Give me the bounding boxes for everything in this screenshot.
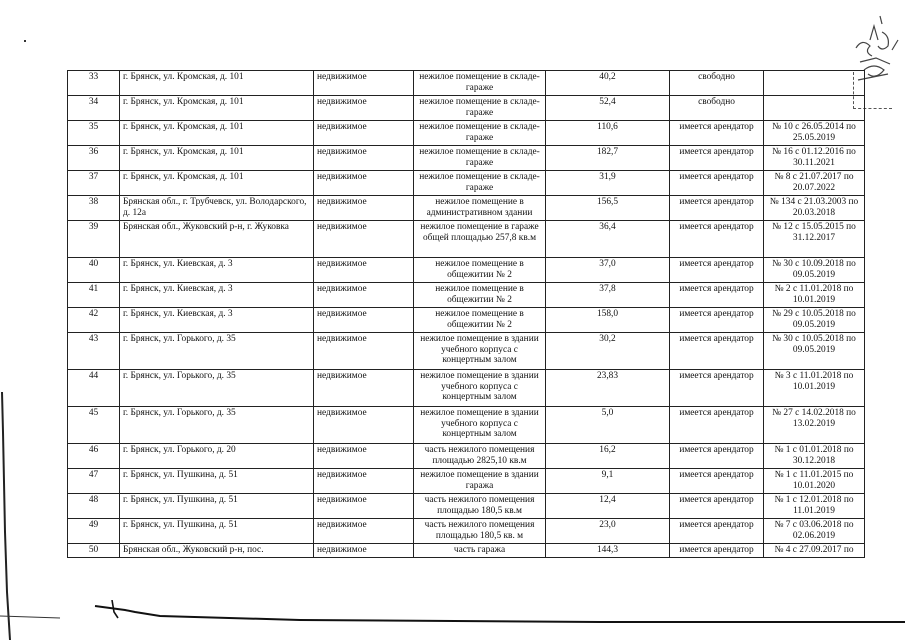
cell-area: 23,0 xyxy=(546,519,670,544)
cell-lease-contract: № 30 с 10.09.2018 по 09.05.2019 xyxy=(764,258,865,283)
cell-property-type: недвижимое xyxy=(314,333,414,370)
cell-area: 37,0 xyxy=(546,258,670,283)
cell-property-type: недвижимое xyxy=(314,171,414,196)
cell-property-type: недвижимое xyxy=(314,146,414,171)
cell-area: 16,2 xyxy=(546,444,670,469)
cell-status: имеется арендатор xyxy=(670,258,764,283)
cell-area: 36,4 xyxy=(546,221,670,258)
cell-area: 52,4 xyxy=(546,96,670,121)
cell-status: имеется арендатор xyxy=(670,370,764,407)
cell-status: имеется арендатор xyxy=(670,171,764,196)
table-row xyxy=(68,283,865,308)
table-row xyxy=(68,96,865,121)
cell-description: часть нежилого помещения площадью 2825,10 кв.м xyxy=(414,444,546,469)
cell-area: 40,2 xyxy=(546,71,670,96)
table-row xyxy=(68,146,865,171)
cell-number: 39 xyxy=(68,221,120,258)
cell-number: 40 xyxy=(68,258,120,283)
cell-number: 44 xyxy=(68,370,120,407)
cell-property-type: недвижимое xyxy=(314,283,414,308)
cell-property-type: недвижимое xyxy=(314,96,414,121)
cell-description: часть нежилого помещения площадью 180,5 кв. м xyxy=(414,519,546,544)
cell-status: имеется арендатор xyxy=(670,146,764,171)
cell-status: имеется арендатор xyxy=(670,469,764,494)
scan-edge-bottom xyxy=(0,600,905,640)
cell-lease-contract xyxy=(764,96,865,121)
cell-status: имеется арендатор xyxy=(670,407,764,444)
table-row xyxy=(68,519,865,544)
cell-address: г. Брянск, ул. Пушкина, д. 51 xyxy=(120,494,314,519)
cell-status: имеется арендатор xyxy=(670,494,764,519)
table-row xyxy=(68,121,865,146)
cell-number: 48 xyxy=(68,494,120,519)
cell-number: 35 xyxy=(68,121,120,146)
cell-description: нежилое помещение в здании учебного корпуса с концертным залом xyxy=(414,407,546,444)
table-row xyxy=(68,71,865,96)
cell-address: г. Брянск, ул. Кромская, д. 101 xyxy=(120,121,314,146)
cell-property-type: недвижимое xyxy=(314,370,414,407)
cell-status: имеется арендатор xyxy=(670,283,764,308)
cell-number: 43 xyxy=(68,333,120,370)
cell-area: 158,0 xyxy=(546,308,670,333)
table-row xyxy=(68,221,865,258)
table-row xyxy=(68,444,865,469)
cell-status: имеется арендатор xyxy=(670,308,764,333)
scan-speck xyxy=(24,40,26,42)
cell-status: имеется арендатор xyxy=(670,196,764,221)
cell-description: нежилое помещение в складе-гараже xyxy=(414,71,546,96)
cell-property-type: недвижимое xyxy=(314,196,414,221)
cell-property-type: недвижимое xyxy=(314,71,414,96)
cell-number: 49 xyxy=(68,519,120,544)
cell-address: Брянская обл., г. Трубчевск, ул. Володарского, д. 12а xyxy=(120,196,314,221)
cell-description: часть гаража xyxy=(414,544,546,558)
table-row xyxy=(68,407,865,444)
cell-description: нежилое помещение в складе-гараже xyxy=(414,96,546,121)
cell-lease-contract: № 7 с 03.06.2018 по 02.06.2019 xyxy=(764,519,865,544)
table-row xyxy=(68,333,865,370)
cell-description: нежилое помещение в общежитии № 2 xyxy=(414,308,546,333)
cell-address: г. Брянск, ул. Киевская, д. 3 xyxy=(120,283,314,308)
cell-status: имеется арендатор xyxy=(670,333,764,370)
cell-number: 38 xyxy=(68,196,120,221)
cell-address: г. Брянск, ул. Горького, д. 35 xyxy=(120,333,314,370)
cell-property-type: недвижимое xyxy=(314,258,414,283)
cell-description: нежилое помещение в здании учебного корпуса с концертным залом xyxy=(414,370,546,407)
cell-status: свободно xyxy=(670,96,764,121)
cell-address: г. Брянск, ул. Кромская, д. 101 xyxy=(120,171,314,196)
cell-address: Брянская обл., Жуковский р-н, г. Жуковка xyxy=(120,221,314,258)
cell-property-type: недвижимое xyxy=(314,519,414,544)
cell-number: 45 xyxy=(68,407,120,444)
cell-number: 50 xyxy=(68,544,120,558)
cell-description: нежилое помещение в здании учебного корпуса с концертным залом xyxy=(414,333,546,370)
cell-lease-contract: № 27 с 14.02.2018 по 13.02.2019 xyxy=(764,407,865,444)
cell-lease-contract: № 4 с 27.09.2017 по xyxy=(764,544,865,558)
table-row xyxy=(68,171,865,196)
cell-number: 46 xyxy=(68,444,120,469)
cell-description: нежилое помещение в общежитии № 2 xyxy=(414,283,546,308)
cell-lease-contract: № 1 с 12.01.2018 по 11.01.2019 xyxy=(764,494,865,519)
cell-address: г. Брянск, ул. Киевская, д. 3 xyxy=(120,308,314,333)
cell-address: г. Брянск, ул. Пушкина, д. 51 xyxy=(120,519,314,544)
cell-area: 30,2 xyxy=(546,333,670,370)
cell-area: 182,7 xyxy=(546,146,670,171)
cell-lease-contract: № 10 с 26.05.2014 по 25.05.2019 xyxy=(764,121,865,146)
cell-lease-contract: № 30 с 10.05.2018 по 09.05.2019 xyxy=(764,333,865,370)
cell-address: г. Брянск, ул. Горького, д. 35 xyxy=(120,370,314,407)
cell-lease-contract: № 1 с 01.01.2018 по 30.12.2018 xyxy=(764,444,865,469)
cell-description: нежилое помещение в складе-гараже xyxy=(414,121,546,146)
cell-property-type: недвижимое xyxy=(314,221,414,258)
table-body xyxy=(68,71,865,558)
cell-area: 31,9 xyxy=(546,171,670,196)
cell-status: имеется арендатор xyxy=(670,221,764,258)
cell-lease-contract: № 2 с 11.01.2018 по 10.01.2019 xyxy=(764,283,865,308)
cell-number: 33 xyxy=(68,71,120,96)
table-row xyxy=(68,494,865,519)
cell-area: 110,6 xyxy=(546,121,670,146)
cell-address: г. Брянск, ул. Кромская, д. 101 xyxy=(120,71,314,96)
table-row xyxy=(68,196,865,221)
cell-area: 12,4 xyxy=(546,494,670,519)
cell-property-type: недвижимое xyxy=(314,544,414,558)
cell-status: имеется арендатор xyxy=(670,519,764,544)
cell-area: 156,5 xyxy=(546,196,670,221)
cell-number: 47 xyxy=(68,469,120,494)
cell-address: г. Брянск, ул. Кромская, д. 101 xyxy=(120,146,314,171)
cell-status: имеется арендатор xyxy=(670,544,764,558)
cell-description: нежилое помещение в административном здании xyxy=(414,196,546,221)
table-row xyxy=(68,469,865,494)
cell-status: имеется арендатор xyxy=(670,121,764,146)
cell-lease-contract: № 29 с 10.05.2018 по 09.05.2019 xyxy=(764,308,865,333)
cell-number: 37 xyxy=(68,171,120,196)
cell-property-type: недвижимое xyxy=(314,494,414,519)
table-row xyxy=(68,308,865,333)
cell-area: 37,8 xyxy=(546,283,670,308)
cell-description: нежилое помещение в общежитии № 2 xyxy=(414,258,546,283)
cell-lease-contract: № 8 с 21.07.2017 по 20.07.2022 xyxy=(764,171,865,196)
cell-status: свободно xyxy=(670,71,764,96)
cell-lease-contract: № 12 с 15.05.2015 по 31.12.2017 xyxy=(764,221,865,258)
cell-number: 34 xyxy=(68,96,120,121)
cell-status: имеется арендатор xyxy=(670,444,764,469)
cell-lease-contract: № 16 с 01.12.2016 по 30.11.2021 xyxy=(764,146,865,171)
cell-address: г. Брянск, ул. Горького, д. 20 xyxy=(120,444,314,469)
table-row xyxy=(68,258,865,283)
cell-address: Брянская обл., Жуковский р-н, пос. xyxy=(120,544,314,558)
table-row xyxy=(68,544,865,558)
cell-property-type: недвижимое xyxy=(314,444,414,469)
cell-description: нежилое помещение в складе-гараже xyxy=(414,146,546,171)
table-row xyxy=(68,370,865,407)
cell-property-type: недвижимое xyxy=(314,407,414,444)
cell-lease-contract: № 3 с 11.01.2018 по 10.01.2019 xyxy=(764,370,865,407)
cell-address: г. Брянск, ул. Горького, д. 35 xyxy=(120,407,314,444)
cell-description: нежилое помещение в гараже общей площадью 257,8 кв.м xyxy=(414,221,546,258)
cell-description: часть нежилого помещения площадью 180,5 кв.м xyxy=(414,494,546,519)
cell-lease-contract xyxy=(764,71,865,96)
cell-property-type: недвижимое xyxy=(314,308,414,333)
cell-address: г. Брянск, ул. Пушкина, д. 51 xyxy=(120,469,314,494)
cell-number: 36 xyxy=(68,146,120,171)
cell-property-type: недвижимое xyxy=(314,469,414,494)
cell-address: г. Брянск, ул. Кромская, д. 101 xyxy=(120,96,314,121)
property-table xyxy=(67,70,865,558)
cell-property-type: недвижимое xyxy=(314,121,414,146)
cell-lease-contract: № 1 с 11.01.2015 по 10.01.2020 xyxy=(764,469,865,494)
cell-number: 41 xyxy=(68,283,120,308)
cell-area: 9,1 xyxy=(546,469,670,494)
cell-description: нежилое помещение в складе-гараже xyxy=(414,171,546,196)
cell-area: 23,83 xyxy=(546,370,670,407)
cell-area: 5,0 xyxy=(546,407,670,444)
cell-address: г. Брянск, ул. Киевская, д. 3 xyxy=(120,258,314,283)
cell-description: нежилое помещение в здании гаража xyxy=(414,469,546,494)
cell-number: 42 xyxy=(68,308,120,333)
cell-lease-contract: № 134 с 21.03.2003 по 20.03.2018 xyxy=(764,196,865,221)
cell-area: 144,3 xyxy=(546,544,670,558)
